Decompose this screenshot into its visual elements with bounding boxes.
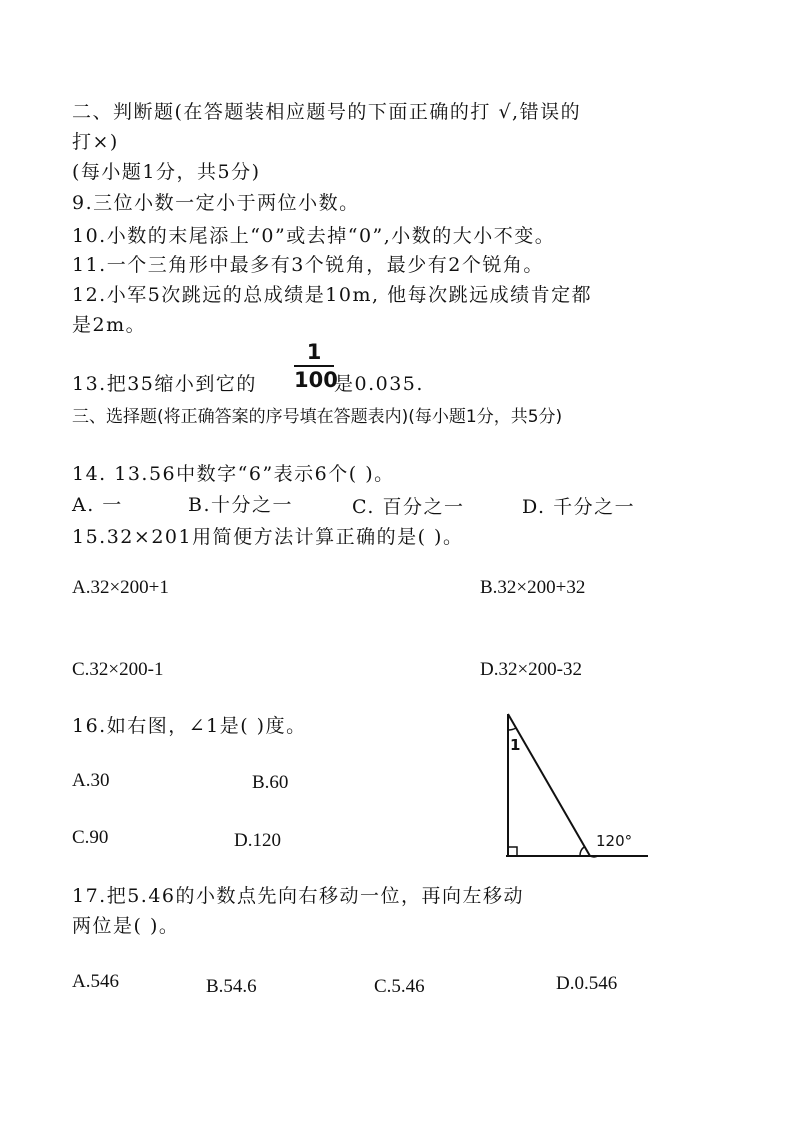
question-15-option-c: C.32×200-1 [72, 659, 164, 680]
question-14-stem: 14. 13.56中数字“6”表示6个( )。 [72, 463, 395, 485]
question-16-option-b: B.60 [252, 772, 289, 793]
question-14-option-d: D. 千分之一 [522, 496, 636, 518]
section2-heading-line2: 打×) [72, 131, 119, 153]
fraction-bar [294, 365, 334, 367]
angle-120-arc [580, 847, 584, 856]
question-15-stem: 15.32×201用简便方法计算正确的是( )。 [72, 526, 464, 548]
question-11: 11.一个三角形中最多有3个锐角，最少有2个锐角。 [72, 254, 544, 276]
question-17-stem-line2: 两位是( )。 [72, 915, 180, 937]
angle-1-arc [508, 728, 516, 730]
question-17-option-a: A.546 [72, 971, 119, 992]
triangle-figure [492, 708, 662, 868]
question-13-suffix: 是0.035. [334, 373, 424, 395]
question-16-option-d: D.120 [234, 830, 281, 851]
question-14-option-a: A. 一 [72, 494, 123, 516]
question-15-option-a: A.32×200+1 [72, 577, 169, 598]
question-16-stem: 16.如右图，∠1是( )度。 [72, 715, 307, 737]
question-10: 10.小数的末尾添上“0”或去掉“0”,小数的大小不变。 [72, 225, 556, 247]
section3-heading: 三、选择题(将正确答案的序号填在答题表内)(每小题1分，共5分) [72, 407, 563, 427]
question-16-option-c: C.90 [72, 827, 109, 848]
question-14-option-c: C. 百分之一 [352, 496, 465, 518]
angle-1-label: 1 [510, 736, 521, 754]
question-17-option-c: C.5.46 [374, 976, 425, 997]
section2-score-note: (每小题1分，共5分) [72, 161, 261, 183]
question-12-line1: 12.小军5次跳远的总成绩是10m, 他每次跳远成绩肯定都 [72, 284, 593, 306]
question-17-stem-line1: 17.把5.46的小数点先向右移动一位，再向左移动 [72, 885, 525, 907]
question-13-fraction [294, 340, 338, 392]
fraction-numerator: 1 [306, 340, 322, 364]
question-12-line2: 是2m。 [72, 314, 147, 336]
right-angle-mark [508, 847, 517, 856]
question-15-option-b: B.32×200+32 [480, 577, 586, 598]
exterior-angle-label: 120° [596, 832, 633, 850]
question-9: 9.三位小数一定小于两位小数。 [72, 192, 360, 214]
fraction-denominator: 100 [294, 368, 338, 392]
question-17-option-b: B.54.6 [206, 976, 257, 997]
question-14-option-b: B.十分之一 [188, 494, 294, 516]
section2-heading-line1: 二、判断题(在答题装相应题号的下面正确的打 √,错误的 [72, 101, 582, 123]
question-15-option-d: D.32×200-32 [480, 659, 583, 680]
question-13-prefix: 13.把35缩小到它的 [72, 373, 257, 395]
question-17-option-d: D.0.546 [556, 973, 618, 994]
question-16-option-a: A.30 [72, 770, 110, 791]
